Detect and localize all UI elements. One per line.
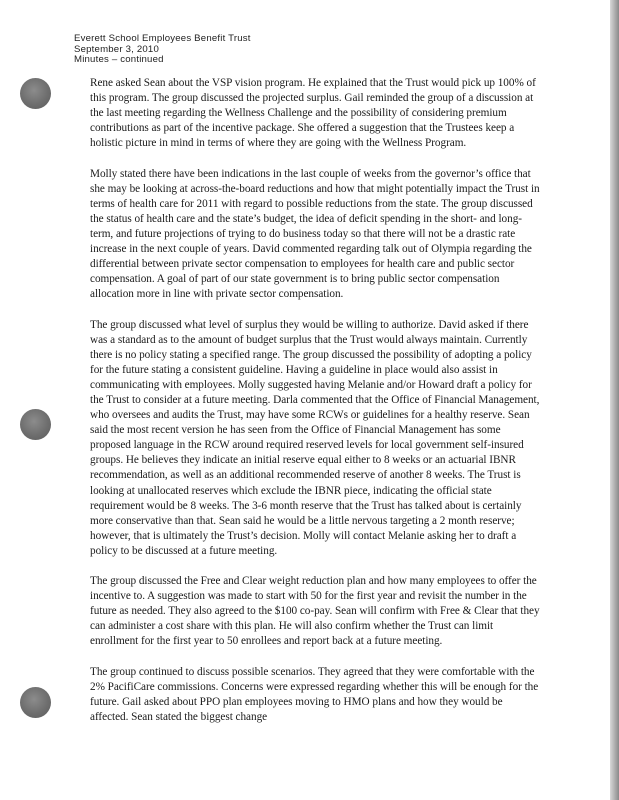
paragraph-vsp-vision: Rene asked Sean about the VSP vision program. He explained that the Trust would pick up 100% of this program. The group discussed the projected surplus. Gail reminded the group of a discussion at the last meeting regarding the Wellness Challenge and the possibility of considering premium contributions as part of the incentive package. She offered a suggestion that the Trustees keep a holistic picture in mind in terms of where they are going with the Wellness Program.: [90, 77, 536, 150]
paragraph-free-and-clear: The group discussed the Free and Clear weight reduction plan and how many employees to offer the incentive to. A suggestion was made to start with 50 for the first year and revisit the number in the future as needed. They also agreed to the $100 co-pay. Sean will confirm with Free & Clear that they can administer a cost share with this plan. He will also confirm whether the Trust can limit enrollment for the first year to 50 enrollees and report back at a future meeting.: [90, 575, 540, 648]
page-edge-shadow: [610, 0, 619, 800]
paragraph-state-budget: Molly stated there have been indications in the last couple of weeks from the governor’s office that she may be looking at across-the-board reductions and how that might potentially impact the Trust in terms of health care for 2011 with regard to possible reductions from the state. The group discussed the status of health care and the state’s budget, the idea of deficit spending in the short- and long-term, and future projections of trying to do business today so that there will not be a drastic rate increase in the next couple of years. David commented regarding talk out of Olympia regarding the differential between private sector compensation to employees for health care and public sector compensation. A goal of part of our state government is to bring public sector compensation allocation more in line with private sector compensation.: [90, 167, 540, 301]
punch-hole-middle: [20, 409, 51, 440]
header-subtitle: Minutes – continued: [74, 54, 164, 66]
paragraph-surplus-policy: The group discussed what level of surplus they would be willing to authorize. David asked if there was a standard as to the amount of budget surplus that the Trust would always maintain. Currently there is no policy stating a specified range. The group discussed the possibility of adopting a policy for the future stating a consistent guideline. Having a guideline in place would also assist in communicating with employees. Molly suggested having Melanie and/or Howard draft a policy for the Trust to consider at a future meeting. Darla commented that the Office of Financial Management, who oversees and audits the Trust, may have some RCWs or guidelines for a healthy reserve. Sean said the most recent version he has seen from the Office of Financial Management has some proposed language in the RCW around required reserved levels for local government self-insured groups. He believes they indicate an initial reserve equal either to 8 weeks or an actuarial IBNR recommendation, as well as an additional recommended reserve of another 8 weeks. The Trust is looking at unallocated reserves which exclude the IBNR piece, indicating the official state requirement would be 8 weeks. The 3-6 month reserve that the Trust has talked about is certainly more conservative than that. Sean said he would be a little nervous targeting a 2 month reserve; however, that is ultimately the Trust’s decision. Molly will contact Melanie asking her to draft a policy to be discussed at a future meeting.: [90, 318, 540, 557]
paragraph-scenarios: The group continued to discuss possible scenarios. They agreed that they were comfortable with the 2% PacifiCare commissions. Concerns were expressed regarding whether this will be enough for the future. Gail asked about PPO plan employees moving to HMO plans and how they would be affected. Sean stated the biggest change: [90, 665, 539, 723]
document-header: [74, 34, 251, 66]
header-date: September 3, 2010: [74, 43, 160, 55]
punch-hole-bottom: [20, 687, 51, 718]
punch-hole-top: [20, 78, 51, 109]
header-organization: Everett School Employees Benefit Trust: [74, 33, 251, 44]
minutes-body: [90, 76, 540, 740]
